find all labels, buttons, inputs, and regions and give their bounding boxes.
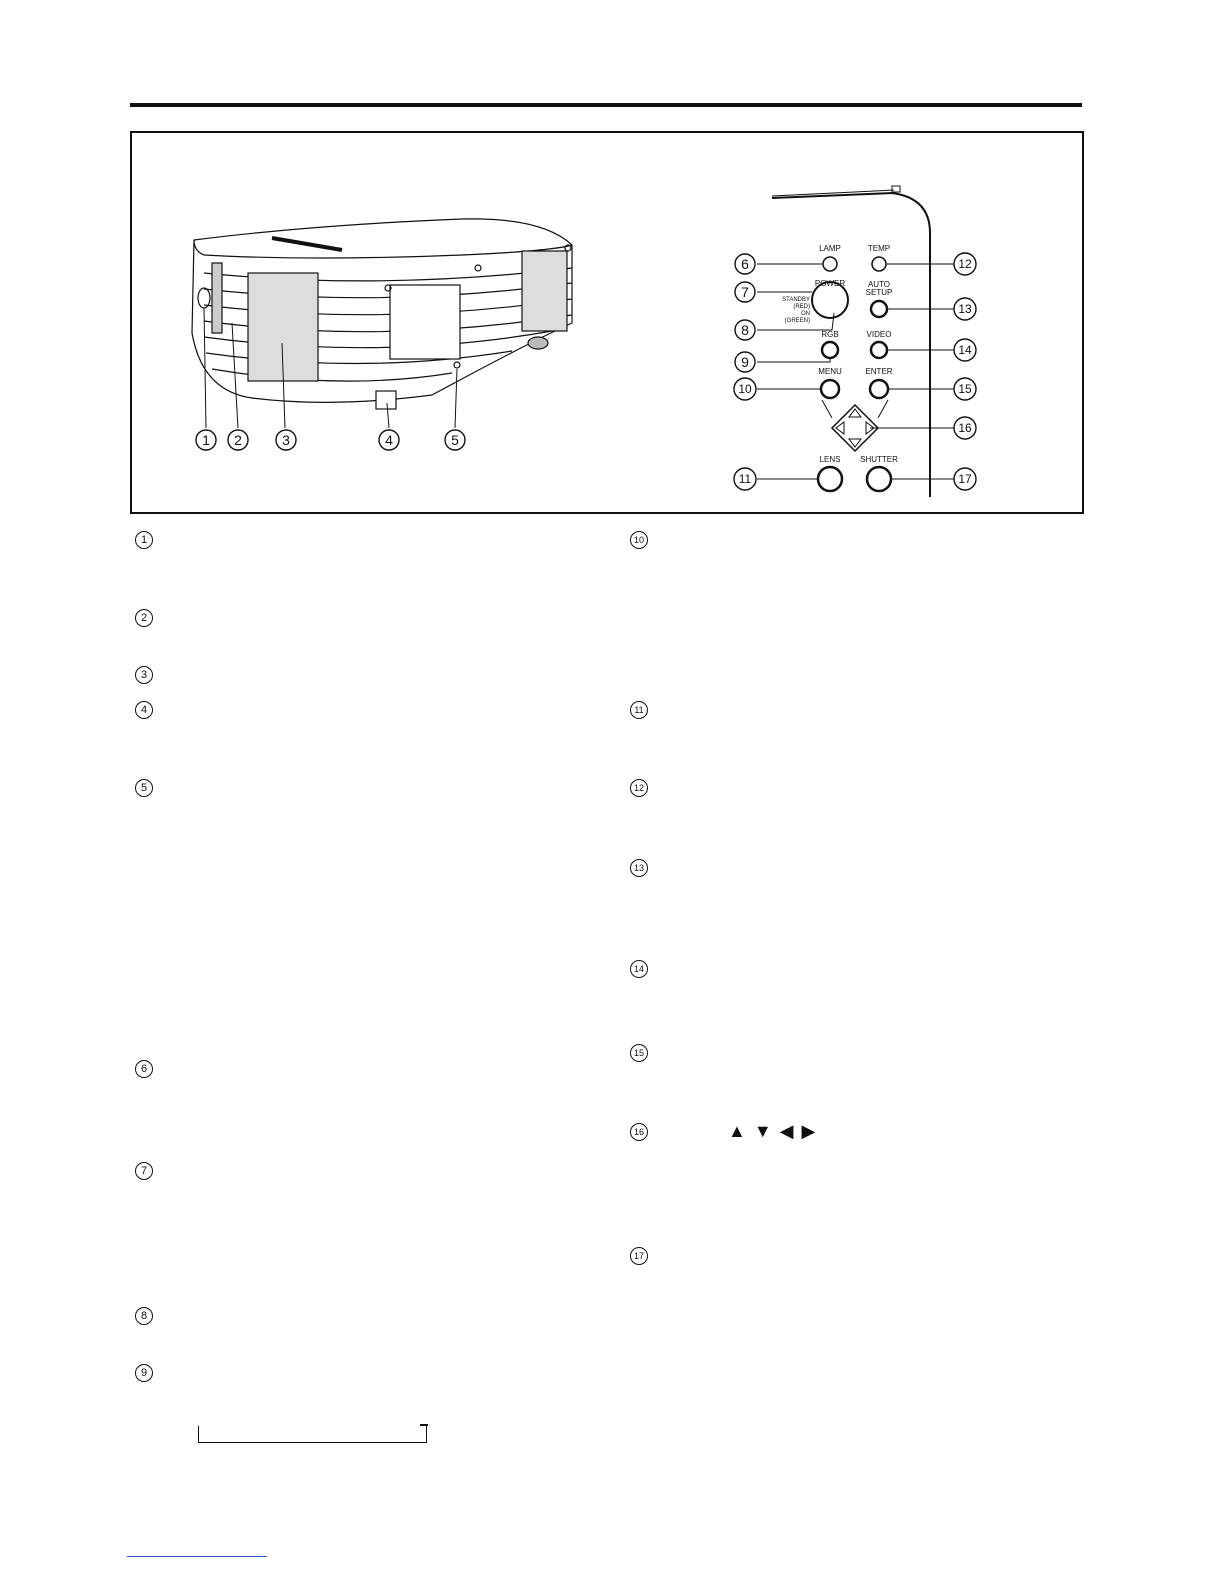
- description-item-9: [135, 1364, 155, 1384]
- item-marker: 6: [135, 1060, 153, 1078]
- lamp-indicator: [823, 257, 837, 271]
- header-rule: [130, 103, 1082, 107]
- svg-text:LENS: LENS: [819, 455, 841, 464]
- callout-14: [954, 339, 976, 361]
- svg-text:1: 1: [202, 432, 210, 448]
- item-marker: 15: [630, 1044, 648, 1062]
- svg-text:LAMP: LAMP: [819, 244, 841, 253]
- svg-text:4: 4: [385, 432, 393, 448]
- video-button: [871, 342, 887, 358]
- item-marker: 5: [135, 779, 153, 797]
- description-item-13: [630, 859, 650, 879]
- svg-text:15: 15: [958, 382, 972, 396]
- callout-9: [735, 352, 755, 372]
- item-marker: 1: [135, 531, 153, 549]
- footer-link-underline[interactable]: [127, 1556, 267, 1557]
- svg-text:(RED): (RED): [793, 304, 810, 310]
- svg-text:ENTER: ENTER: [865, 367, 893, 376]
- svg-text:AUTO: AUTO: [867, 280, 891, 289]
- callout-8: [735, 320, 755, 340]
- item-marker: 4: [135, 701, 153, 719]
- rgb-button: [822, 342, 838, 358]
- callout-2: [228, 430, 248, 450]
- item-marker: 10: [630, 531, 648, 549]
- callout-17: [954, 468, 976, 490]
- callout-4: [379, 430, 399, 450]
- description-item-12: [630, 779, 650, 799]
- svg-text:10: 10: [738, 382, 752, 396]
- figure-panel: [130, 131, 1084, 514]
- shutter-button: [867, 467, 891, 491]
- description-item-4: [135, 701, 155, 721]
- callout-16: [954, 417, 976, 439]
- item-marker: 9: [135, 1364, 153, 1382]
- svg-text:16: 16: [958, 421, 972, 435]
- arrow-buttons-glyphs: ▲▼◀▶: [728, 1121, 824, 1141]
- description-item-14: [630, 960, 650, 980]
- description-item-10: [630, 531, 650, 551]
- description-item-15: [630, 1044, 650, 1064]
- item-marker: 2: [135, 609, 153, 627]
- item-marker: 3: [135, 666, 153, 684]
- item-marker: 14: [630, 960, 648, 978]
- svg-text:9: 9: [741, 354, 749, 370]
- description-item-16: [630, 1123, 650, 1143]
- projector-body: [192, 219, 572, 409]
- callout-13: [954, 298, 976, 320]
- description-item-1: [135, 531, 155, 551]
- svg-text:8: 8: [741, 322, 749, 338]
- svg-text:2: 2: [234, 432, 242, 448]
- callout-6: [735, 254, 755, 274]
- callout-11: [734, 468, 756, 490]
- callout-5: [445, 430, 465, 450]
- description-item-2: [135, 609, 155, 629]
- svg-text:13: 13: [958, 302, 972, 316]
- lens-button: [818, 467, 842, 491]
- svg-text:17: 17: [958, 472, 972, 486]
- callout-10: [734, 378, 756, 400]
- item-marker: 12: [630, 779, 648, 797]
- svg-text:14: 14: [958, 343, 972, 357]
- svg-text:STANDBY: STANDBY: [782, 297, 810, 303]
- svg-text:11: 11: [738, 472, 752, 486]
- svg-text:SHUTTER: SHUTTER: [860, 455, 898, 464]
- svg-text:POWER: POWER: [814, 279, 846, 288]
- menu-button: [821, 380, 839, 398]
- svg-text:3: 3: [282, 432, 290, 448]
- callout-12: [954, 253, 976, 275]
- note-bracket: [198, 1426, 427, 1443]
- item-marker: 13: [630, 859, 648, 877]
- auto-setup-button: [871, 301, 887, 317]
- svg-text:12: 12: [958, 257, 972, 271]
- temp-indicator: [872, 257, 886, 271]
- callout-3: [276, 430, 296, 450]
- svg-text:7: 7: [741, 284, 749, 300]
- svg-text:(GREEN): (GREEN): [784, 318, 810, 324]
- svg-text:5: 5: [451, 432, 459, 448]
- item-marker: 11: [630, 701, 648, 719]
- description-item-8: [135, 1307, 155, 1327]
- projector-illustration: [132, 133, 1082, 512]
- control-panel-outline: [772, 186, 930, 497]
- item-marker: 7: [135, 1162, 153, 1180]
- enter-button: [870, 380, 888, 398]
- item-marker: 8: [135, 1307, 153, 1325]
- item-marker: 17: [630, 1247, 648, 1265]
- svg-text:TEMP: TEMP: [867, 244, 891, 253]
- svg-text:VIDEO: VIDEO: [866, 330, 892, 339]
- description-item-17: [630, 1247, 650, 1267]
- description-item-5: [135, 779, 155, 799]
- description-item-6: [135, 1060, 155, 1080]
- description-item-7: [135, 1162, 155, 1182]
- callout-7: [735, 282, 755, 302]
- callout-15: [954, 378, 976, 400]
- callout-1: [196, 430, 216, 450]
- svg-text:ON: ON: [801, 311, 810, 317]
- description-item-11: [630, 701, 650, 721]
- svg-text:MENU: MENU: [818, 367, 842, 376]
- item-marker: 16: [630, 1123, 648, 1141]
- svg-text:SETUP: SETUP: [865, 288, 893, 297]
- description-item-3: [135, 666, 155, 686]
- svg-text:6: 6: [741, 256, 749, 272]
- svg-text:RGB: RGB: [821, 330, 839, 339]
